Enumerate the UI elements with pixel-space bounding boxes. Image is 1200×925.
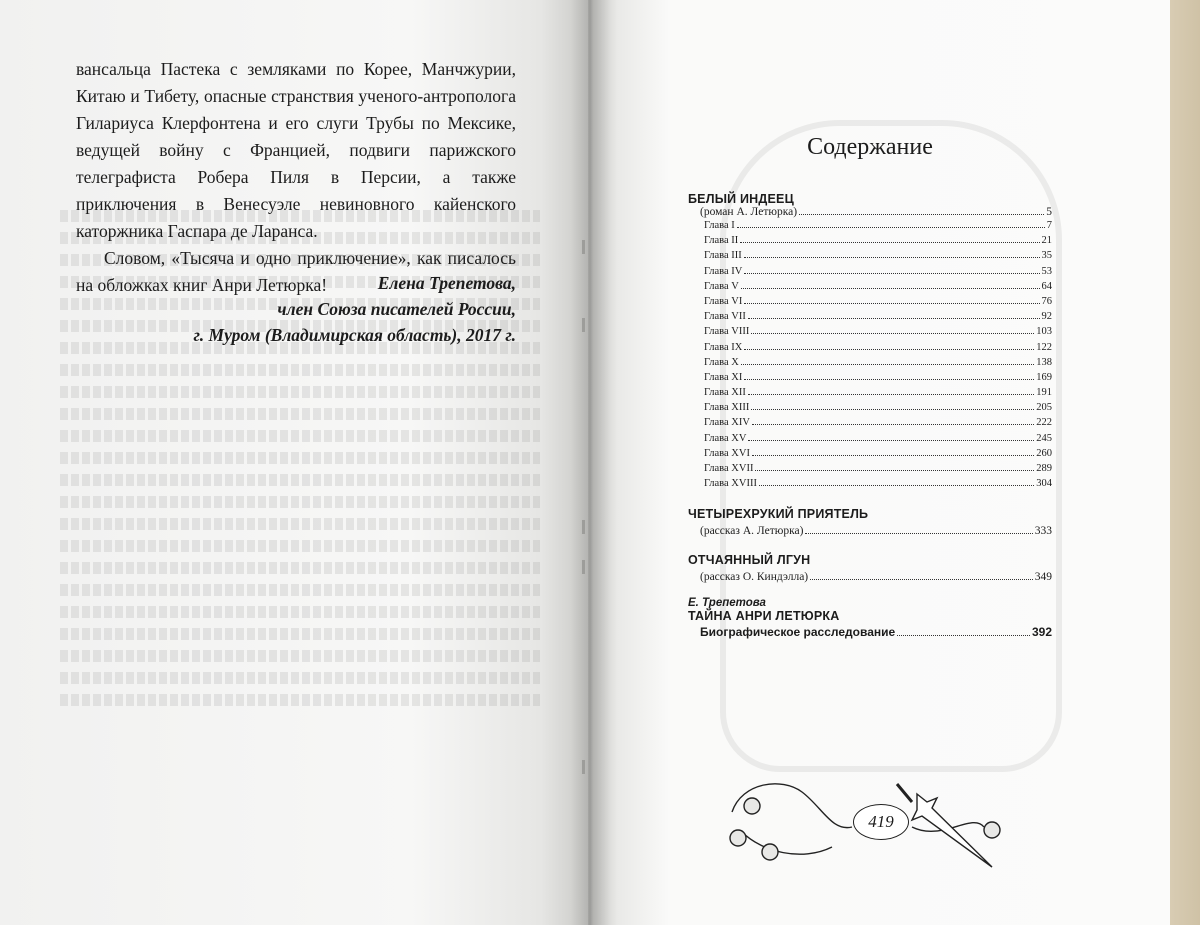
toc-section-title: ОТЧАЯННЫЙ ЛГУН [688, 553, 811, 568]
toc-chapter-page: 122 [1036, 341, 1052, 353]
toc-chapter-row [688, 415, 1052, 430]
toc-chapter-row [688, 248, 1052, 263]
toc-chapter-label: Глава III [704, 250, 742, 262]
leader-dots [744, 349, 1034, 350]
toc-chapter-page: 35 [1041, 250, 1052, 262]
toc-chapter-label: Глава II [704, 235, 739, 247]
toc-entry-label: Биографическое расследование [700, 625, 896, 640]
toc-chapter-page: 222 [1036, 417, 1052, 429]
toc-entry-page: 349 [1034, 571, 1052, 584]
cover-edge [1170, 0, 1200, 925]
toc-chapter-row [688, 446, 1052, 461]
toc-chapter-row [688, 431, 1052, 446]
leader-dots [744, 303, 1039, 304]
toc-chapter-page: 76 [1041, 295, 1052, 307]
spine-shadow [570, 0, 610, 925]
toc-chapter-row [688, 385, 1052, 400]
binding-stitch [582, 560, 585, 574]
leader-dots [744, 257, 1040, 258]
toc-chapter-row [688, 370, 1052, 385]
toc-section-title: БЕЛЫЙ ИНДЕЕЦ [688, 192, 794, 206]
leader-dots [759, 485, 1034, 486]
toc-chapter-label: Глава XV [704, 432, 747, 444]
toc-entry [688, 571, 1052, 583]
leader-dots [810, 579, 1033, 580]
leader-dots [751, 333, 1034, 334]
leader-dots [748, 394, 1034, 395]
leader-dots [748, 440, 1034, 441]
signature-block [76, 270, 516, 348]
toc-chapter-page: 7 [1046, 220, 1052, 231]
leader-dots [897, 635, 1030, 636]
toc-chapter-row [688, 340, 1052, 355]
toc-chapter-page: 169 [1036, 371, 1052, 383]
toc-author: Е. Трепетова [688, 597, 766, 610]
paragraph: Словом, «Тысяча и одно приключение», как писалось на обложках книг Анри Летюрка! [76, 248, 516, 295]
leader-dots [740, 242, 1039, 243]
toc-chapter-row [688, 476, 1052, 491]
leader-dots [737, 227, 1045, 228]
left-page-text [76, 56, 516, 299]
paragraph: вансальца Пастека с земляками по Корее, Манчжурии, Китаю и Тибету, опасные странствия ученого-антрополога Гилариуса Клерфонтена и его слуги Трубы по Мексике, ведущей войну с Францией, подвиги парижского телеграфиста Робера Пиля в Персии, а также приключения в Венесуэле невиновного кайенского каторжника Гаспара де Ларанса. [76, 59, 516, 241]
toc-chapter-row [688, 461, 1052, 476]
signature-name: Елена Трепетова, [377, 273, 516, 293]
toc-chapter-row [688, 264, 1052, 279]
leader-dots [744, 273, 1039, 274]
toc-chapter-label: Глава IV [704, 265, 743, 277]
leader-dots [744, 379, 1034, 380]
toc-section-title: ЧЕТЫРЕХРУКИЙ ПРИЯТЕЛЬ [688, 507, 869, 522]
leader-dots [755, 470, 1034, 471]
toc-chapter-label: Глава XIII [704, 402, 750, 414]
leader-dots [741, 288, 1040, 289]
binding-stitch [582, 520, 585, 534]
binding-stitch [582, 318, 585, 332]
table-of-contents [688, 192, 1052, 639]
toc-chapter-row [688, 233, 1052, 248]
toc-entry-label: (рассказ А. Летюрка) [700, 525, 804, 538]
toc-chapter-page: 289 [1036, 463, 1052, 474]
toc-chapter-row [688, 355, 1052, 370]
toc-chapter-page: 191 [1036, 387, 1052, 399]
toc-entry [688, 525, 1052, 537]
toc-chapter-page: 138 [1036, 356, 1052, 368]
toc-chapter-row [688, 309, 1052, 324]
toc-chapter-label: Глава VI [704, 295, 743, 307]
leader-dots [748, 318, 1040, 319]
toc-chapter-page: 260 [1036, 447, 1052, 459]
toc-chapter-row [688, 218, 1052, 233]
toc-entry [688, 625, 1052, 639]
leader-dots [751, 409, 1034, 410]
leader-dots [752, 455, 1034, 456]
signature-role: член Союза писателей России, [277, 299, 516, 319]
toc-entry-page: 5 [1046, 206, 1052, 218]
toc-entry-page: 333 [1034, 525, 1052, 538]
toc-chapter-label: Глава XII [704, 387, 746, 399]
toc-chapter-page: 304 [1036, 478, 1052, 490]
toc-chapter-label: Глава XVII [704, 463, 754, 474]
toc-chapter-page: 103 [1036, 326, 1052, 338]
toc-chapter-page: 92 [1041, 311, 1052, 323]
toc-entry-page: 392 [1031, 625, 1052, 640]
toc-chapter-page: 205 [1036, 402, 1052, 414]
leader-dots [752, 424, 1034, 425]
toc-chapter-page: 53 [1041, 265, 1052, 277]
toc-chapter-label: Глава V [704, 280, 739, 292]
toc-title: Содержание [807, 134, 933, 160]
toc-section-title: ТАЙНА АНРИ ЛЕТЮРКА [688, 609, 840, 624]
toc-chapter-page: 21 [1041, 235, 1052, 247]
toc-chapter-label: Глава VII [704, 311, 746, 323]
toc-chapter-label: Глава VIII [704, 326, 750, 338]
toc-chapter-row [688, 279, 1052, 294]
chapter-list [688, 218, 1052, 491]
toc-chapter-label: Глава I [704, 220, 735, 231]
toc-chapter-page: 64 [1041, 280, 1052, 292]
page-number: 419 [853, 804, 909, 840]
toc-chapter-label: Глава XVI [704, 447, 750, 459]
toc-chapter-label: Глава XIV [704, 417, 750, 429]
toc-chapter-row [688, 294, 1052, 309]
leader-dots [799, 214, 1044, 215]
toc-entry [688, 206, 1052, 218]
toc-chapter-label: Глава IX [704, 341, 743, 353]
binding-stitch [582, 760, 585, 774]
toc-chapter-row [688, 400, 1052, 415]
toc-entry-label: (роман А. Летюрка) [700, 206, 798, 218]
toc-chapter-page: 245 [1036, 432, 1052, 444]
toc-chapter-label: Глава XI [704, 371, 743, 383]
leader-dots [741, 364, 1034, 365]
toc-chapter-label: Глава XVIII [704, 478, 757, 490]
toc-entry-label: (рассказ О. Киндэлла) [700, 571, 809, 584]
toc-chapter-label: Глава X [704, 356, 739, 368]
binding-stitch [582, 240, 585, 254]
toc-chapter-row [688, 324, 1052, 339]
leader-dots [805, 533, 1032, 534]
signature-place: г. Муром (Владимирская область), 2017 г. [193, 325, 516, 345]
